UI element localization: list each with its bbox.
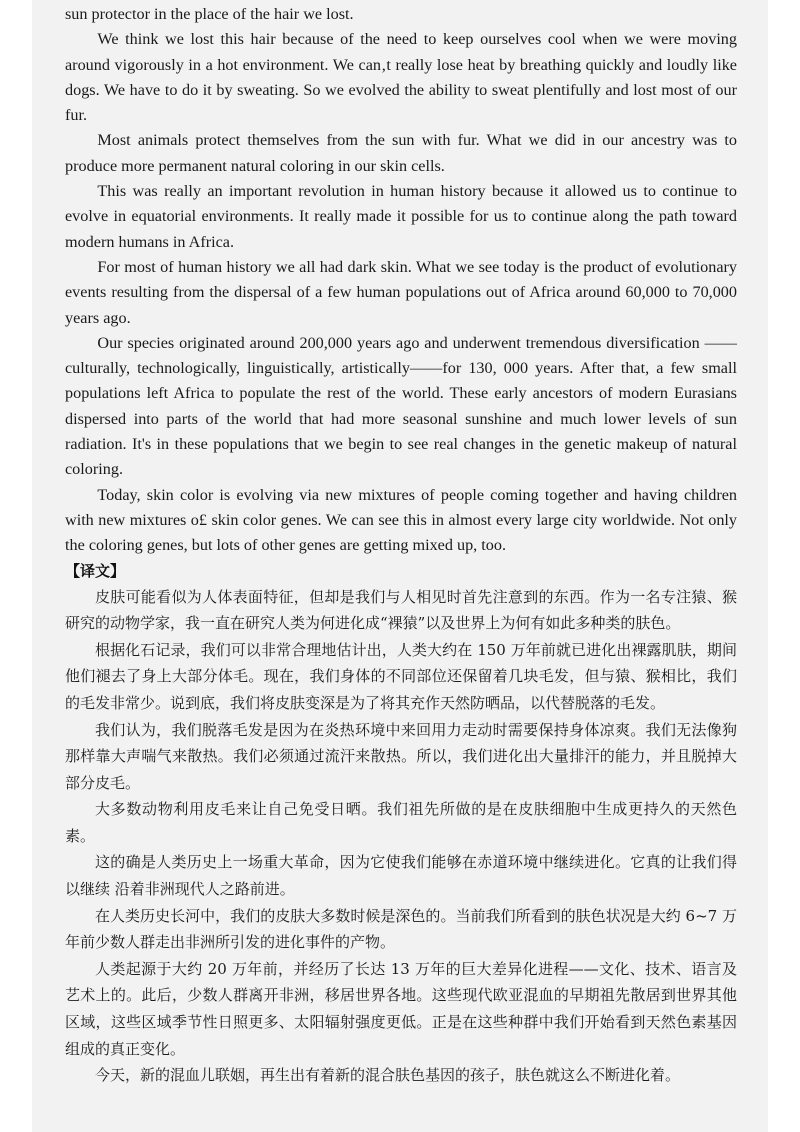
- chinese-paragraph: 这的确是人类历史上一场重大革命，因为它使我们能够在赤道环境中继续进化。它真的让我们得以继续 沿着非洲现代人之路前进。: [65, 853, 737, 899]
- english-paragraph: Most animals protect themselves from the sun with fur. What we did in our ancestry was to produce more permanent natural coloring in our skin cells.: [65, 131, 737, 175]
- chinese-paragraph: 皮肤可能看似为人体表面特征，但却是我们与人相见时首先注意到的东西。作为一名专注猿、猴研究的动物学家，我一直在研究人类为何进化成“裸猿”以及世界上为何有如此多种类的肤色。: [65, 587, 737, 633]
- english-paragraph: Our species originated around 200,000 years ago and underwent tremendous diversification ——culturally, technologically, linguistically, artistically——for 130, 000 years. After that, a few small populations left Africa to populate the rest of the world. These early ancestors of modern Eurasians dispersed into parts of the world that had more seasonal sunshine and much lower levels of sun radiation. It's in these populations that we begin to see real changes in the genetic makeup of natural coloring.: [65, 333, 737, 479]
- translation-heading: 【译文】: [65, 561, 126, 580]
- document-page: [32, 0, 768, 1132]
- english-paragraph: We think we lost this hair because of the need to keep ourselves cool when we were moving around vigorously in a hot environment. We can‚t really lose heat by breathing quickly and loudly like dogs. We have to do it by sweating. So we evolved the ability to sweat plentifully and lost most of our fur.: [65, 30, 737, 125]
- document-body: [65, 2, 737, 1089]
- english-paragraph: sun protector in the place of the hair we lost.: [65, 5, 354, 23]
- english-paragraph: For most of human history we all had dark skin. What we see today is the product of evolutionary events resulting from the dispersal of a few human populations out of Africa around 60,000 to 70,000 years ago.: [65, 257, 737, 327]
- chinese-paragraph: 根据化石记录，我们可以非常合理地估计出，人类大约在 150 万年前就已进化出裸露肌肤，期间他们褪去了身上大部分体毛。现在，我们身体的不同部位还保留着几块毛发，但与猿、猴相比，我们的毛发非常少。说到底，我们将皮肤变深是为了将其充作天然防晒品，以代替脱落的毛发。: [65, 640, 737, 712]
- chinese-paragraph: 大多数动物利用皮毛来让自己免受日晒。我们祖先所做的是在皮肤细胞中生成更持久的天然色素。: [65, 800, 737, 845]
- english-paragraph: Today, skin color is evolving via new mixtures of people coming together and having children with new mixtures o£ skin color genes. We can see this in almost every large city worldwide. Not only the coloring genes, but lots of other genes are getting mixed up, too.: [65, 485, 737, 555]
- english-passage: [65, 2, 737, 559]
- chinese-paragraph: 我们认为，我们脱落毛发是因为在炎热环境中来回用力走动时需要保持身体凉爽。我们无法像狗那样靠大声喘气来散热。我们必须通过流汗来散热。所以，我们进化出大量排汗的能力，并且脱掉大部分皮毛。: [65, 720, 737, 792]
- chinese-paragraph: 今天，新的混血儿联姻，再生出有着新的混合肤色基因的孩子，肤色就这么不断进化着。: [95, 1066, 681, 1085]
- english-paragraph: This was really an important revolution in human history because it allowed us to continue to evolve in equatorial environments. It really made it possible for us to continue along the path toward modern humans in Africa.: [65, 182, 737, 251]
- chinese-translation: [65, 584, 737, 1089]
- chinese-paragraph: 人类起源于大约 20 万年前，并经历了长达 13 万年的巨大差异化进程——文化、技术、语言及艺术上的。此后，少数人群离开非洲，移居世界各地。这些现代欧亚混血的早期祖先散居到世界其他区域，这些区域季节性日照更多、太阳辐射强度更低。正是在这些种群中我们开始看到天然色素基因组成的真正变化。: [65, 959, 737, 1058]
- chinese-paragraph: 在人类历史长河中，我们的皮肤大多数时候是深色的。当前我们所看到的肤色状况是大约 6~7 万年前少数人群走出非洲所引发的进化事件的产物。: [65, 906, 737, 952]
